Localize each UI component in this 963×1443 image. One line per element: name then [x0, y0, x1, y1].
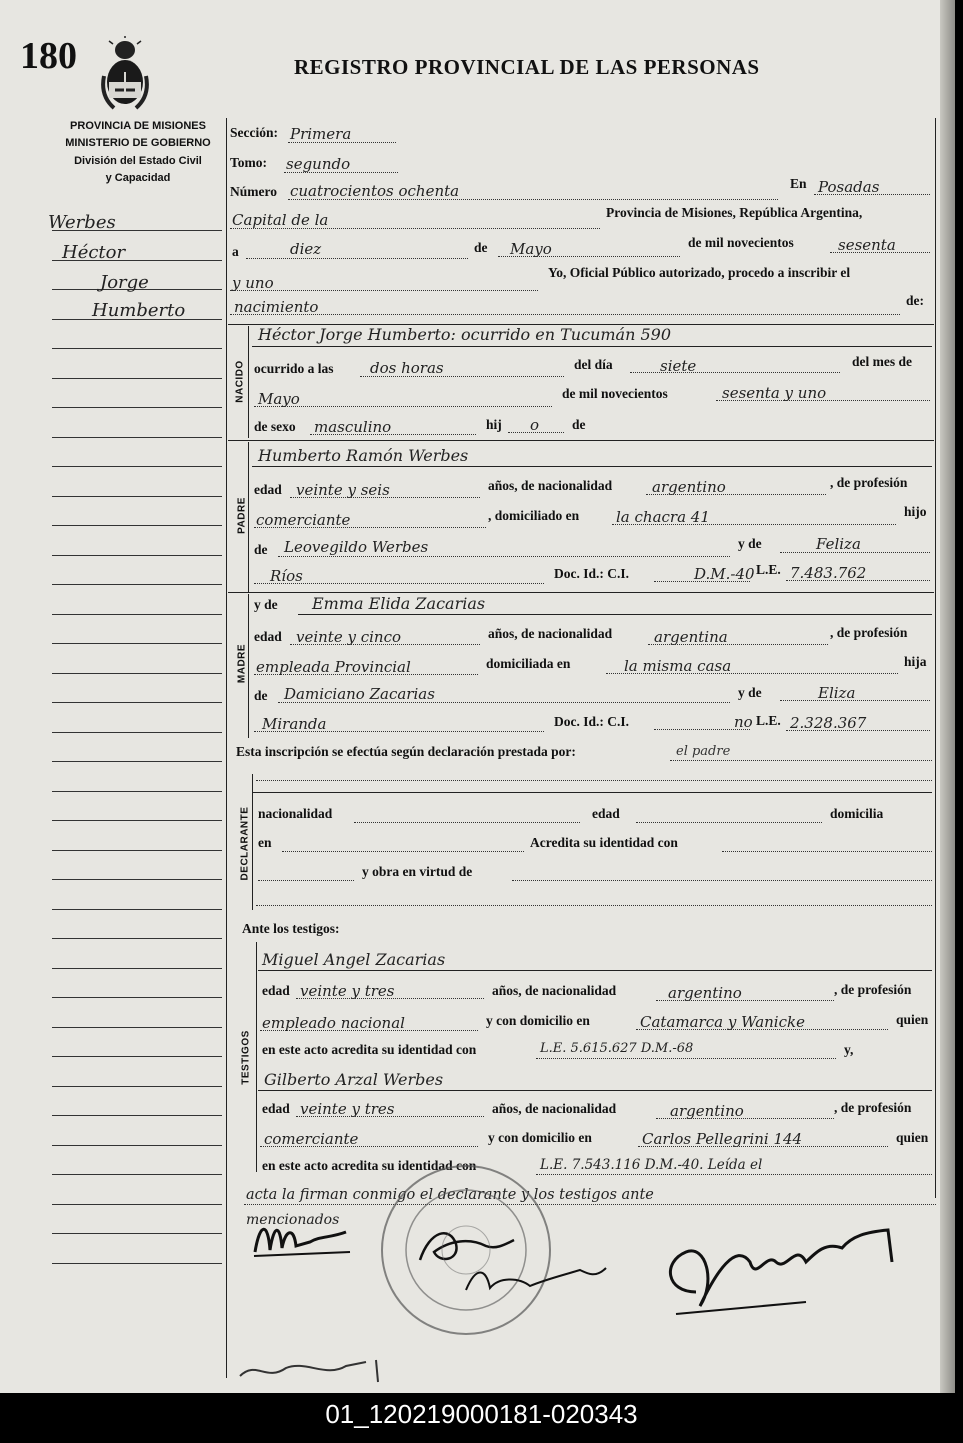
margin-rule: [52, 1145, 222, 1146]
madre-edad-label: edad: [254, 629, 282, 644]
page-edge: [940, 0, 955, 1393]
madre-mother-value: Eliza: [818, 684, 856, 702]
testigo-2-edad-label: edad: [262, 1101, 290, 1116]
margin-rule: [52, 820, 222, 821]
madre-dom-label: domiciliada en: [486, 656, 571, 671]
padre-nac-value: argentino: [652, 478, 726, 496]
page-title: REGISTRO PROVINCIAL DE LAS PERSONAS: [294, 55, 760, 79]
margin-rule: [52, 1086, 222, 1087]
madre-doc-value: no: [734, 713, 753, 731]
margin-rule: [52, 850, 222, 851]
en-value: Posadas: [818, 178, 880, 196]
closing-line-2: mencionados: [246, 1212, 340, 1228]
madre-prof-label: , de profesión: [830, 625, 908, 640]
testigo-2-prof: comerciante: [264, 1130, 359, 1148]
madre-le-label: L.E.: [756, 713, 781, 728]
closing-line-1: acta la firman conmigo el declarante y los testigos ante: [246, 1187, 654, 1203]
testigo-2-edad: veinte y tres: [300, 1100, 395, 1118]
margin-rule: [52, 437, 222, 438]
margin-rule: [52, 997, 222, 998]
margin-note: Humberto: [92, 300, 186, 321]
padre-doc-value: D.M.-40: [694, 565, 755, 583]
testigo-2-nac: argentino: [670, 1102, 744, 1120]
hij-label: hij: [486, 417, 502, 432]
page-number: 180: [20, 35, 77, 77]
testigo-1-dom-label: y con domicilio en: [486, 1013, 590, 1028]
form-right-border: [935, 118, 936, 1198]
declarante-en-label: en: [258, 835, 272, 850]
hij-value: o: [530, 416, 540, 434]
mes-value: Mayo: [510, 240, 552, 258]
del-dia-label: del día: [574, 357, 613, 372]
margin-rule: [52, 348, 222, 349]
padre-nac-label: años, de nacionalidad: [488, 478, 613, 493]
margin-rule: [52, 938, 222, 939]
madre-y-de-label-2: y de: [738, 685, 762, 700]
nacido-section-label: NACIDO: [234, 360, 246, 403]
nacido-anio-value: sesenta y uno: [722, 384, 827, 402]
declaracion-value: el padre: [676, 744, 731, 759]
madre-dom-value: la misma casa: [624, 657, 732, 675]
sexo-value: masculino: [314, 418, 392, 436]
declarante-section-label: DECLARANTE: [239, 806, 251, 881]
margin-rule: [52, 496, 222, 497]
padre-dom-value: la chacra 41: [616, 508, 710, 526]
org-line-3: División del Estado Civil: [74, 155, 202, 167]
madre-doc-label: Doc. Id.: C.I.: [554, 714, 630, 729]
margin-rule: [52, 1174, 222, 1175]
anio-value-2: y uno: [232, 274, 274, 292]
testigo-1-y: y,: [844, 1042, 854, 1057]
testigo-1-quien: quien: [896, 1012, 929, 1027]
testigo-1-edad: veinte y tres: [300, 982, 395, 1000]
testigo-1-dom: Catamarca y Wanicke: [640, 1013, 805, 1031]
ocurrido-label: ocurrido a las: [254, 361, 334, 376]
margin-rule: [52, 1263, 222, 1264]
seccion-value: Primera: [290, 125, 352, 143]
margin-rule: [52, 732, 222, 733]
footer-id: 01_120219000181-020343: [0, 1393, 963, 1443]
testigo-2-quien: quien: [896, 1130, 929, 1145]
margin-rule: [52, 1115, 222, 1116]
madre-y-de-label: y de: [254, 597, 278, 612]
seccion-label: Sección:: [230, 125, 278, 140]
margin-rule: [52, 584, 222, 585]
testigo-2-dom-label: y con domicilio en: [488, 1130, 592, 1145]
form-left-border: [226, 118, 227, 1378]
madre-edad-value: veinte y cinco: [296, 628, 402, 646]
padre-father-value: Leovegildo Werbes: [284, 538, 429, 556]
margin-rule: [52, 1233, 222, 1234]
declaracion-text: Esta inscripción se efectúa según declaración prestada por:: [236, 744, 576, 759]
padre-edad-value: veinte y seis: [296, 481, 390, 499]
a-label: a: [232, 244, 239, 259]
padre-mother-value: Feliza: [816, 535, 861, 553]
padre-dom-label: , domiciliado en: [488, 508, 580, 523]
padre-y-de-label: y de: [738, 536, 762, 551]
declarante-nac-label: nacionalidad: [258, 806, 333, 821]
testigo-2-prof-label: , de profesión: [834, 1100, 912, 1115]
nacido-de-label: de: [572, 417, 586, 432]
margin-rule: [52, 555, 222, 556]
margin-rule: [52, 761, 222, 762]
padre-de-label: de: [254, 542, 268, 557]
testigo-1-prof-label: , de profesión: [834, 982, 912, 997]
declarante-edad-label: edad: [592, 806, 620, 821]
sexo-label: de sexo: [254, 419, 296, 434]
testigo-1-name: Miguel Angel Zacarias: [262, 950, 446, 969]
margin-rule: [52, 525, 222, 526]
testigo-1-acr-label: en este acto acredita su identidad con: [262, 1042, 477, 1057]
padre-le-label: L.E.: [756, 562, 781, 577]
signature-3-icon: [460, 1260, 610, 1300]
acto-value: nacimiento: [234, 298, 319, 316]
testigo-2-dom: Carlos Pellegrini 144: [642, 1130, 803, 1148]
padre-section-label: PADRE: [236, 497, 248, 534]
madre-le-value: 2.328.367: [790, 714, 867, 732]
padre-doc-label: Doc. Id.: C.I.: [554, 566, 630, 581]
margin-note: Werbes: [48, 212, 116, 233]
provincia-text: Provincia de Misiones, República Argentina,: [606, 205, 863, 220]
bottom-scribble-icon: [236, 1356, 396, 1386]
de-colon: de:: [906, 293, 924, 308]
anio-value-1: sesenta: [838, 236, 896, 254]
margin-rule: [52, 791, 222, 792]
padre-edad-label: edad: [254, 482, 282, 497]
dia-value: siete: [660, 357, 697, 375]
margin-rule: [52, 673, 222, 674]
testigo-1-nac: argentino: [668, 984, 742, 1002]
declarante-obra-label: y obra en virtud de: [362, 864, 473, 879]
madre-hija-label: hija: [904, 654, 927, 669]
testigos-intro: Ante los testigos:: [242, 921, 340, 936]
madre-section-label: MADRE: [236, 643, 248, 684]
org-line-1: PROVINCIA DE MISIONES: [70, 120, 206, 132]
madre-mother-value-2: Miranda: [262, 715, 327, 733]
testigo-2-acr: L.E. 7.543.116 D.M.-40. Leída el: [540, 1157, 763, 1173]
org-line-2: MINISTERIO DE GOBIERNO: [65, 137, 211, 149]
numero-value: cuatrocientos ochenta: [290, 182, 460, 200]
signature-1-icon: [250, 1212, 360, 1262]
declarante-dom-label: domicilia: [830, 806, 884, 821]
margin-rule: [52, 968, 222, 969]
declarante-acredita-label: Acredita su identidad con: [530, 835, 678, 850]
margin-note: Jorge: [100, 272, 149, 293]
margin-note: Héctor: [62, 242, 126, 263]
margin-rule: [52, 1027, 222, 1028]
nacido-name: Héctor Jorge Humberto: ocurrido en Tucumán 590: [258, 325, 672, 344]
oficial-text: Yo, Oficial Público autorizado, procedo a inscribir el: [548, 265, 851, 280]
padre-le-value: 7.483.762: [790, 564, 867, 582]
testigo-2-acr-label: en este acto acredita su identidad con: [262, 1158, 477, 1173]
madre-name: Emma Elida Zacarias: [312, 594, 486, 613]
coat-of-arms-icon: [98, 36, 152, 116]
margin-rule: [52, 378, 222, 379]
margin-rule: [52, 909, 222, 910]
margin-rule: [52, 702, 222, 703]
testigo-1-edad-label: edad: [262, 983, 290, 998]
dia-value: diez: [290, 240, 322, 258]
testigo-1-prof: empleado nacional: [262, 1014, 405, 1032]
hora-value: dos horas: [370, 359, 444, 377]
margin-rule: [52, 1204, 222, 1205]
margin-rule: [52, 614, 222, 615]
en-label: En: [790, 176, 807, 191]
testigos-section-label: TESTIGOS: [240, 1030, 252, 1085]
madre-nac-value: argentina: [654, 628, 728, 646]
padre-prof-value: comerciante: [256, 511, 351, 529]
margin-rule: [52, 1056, 222, 1057]
org-line-4: y Capacidad: [105, 172, 171, 184]
madre-prof-value: empleada Provincial: [256, 658, 411, 676]
testigo-1-acr: L.E. 5.615.627 D.M.-68: [540, 1041, 694, 1056]
signature-4-icon: [656, 1222, 906, 1332]
nacido-mil-label: de mil novecientos: [562, 386, 668, 401]
madre-father-value: Damiciano Zacarias: [284, 685, 435, 703]
mil-label: de mil novecientos: [688, 235, 794, 250]
tomo-value: segundo: [286, 155, 351, 173]
de-label: de: [474, 240, 488, 255]
padre-name: Humberto Ramón Werbes: [258, 446, 469, 465]
numero-label: Número: [230, 184, 277, 199]
testigo-2-name: Gilberto Arzal Werbes: [264, 1070, 444, 1089]
official-seal-icon: [376, 1160, 556, 1340]
capital-value: Capital de la: [232, 211, 329, 229]
del-mes-label: del mes de: [852, 354, 912, 369]
margin-rule: [52, 643, 222, 644]
testigo-1-nac-label: años, de nacionalidad: [492, 983, 617, 998]
madre-de-label: de: [254, 688, 268, 703]
margin-rule: [52, 466, 222, 467]
padre-hijo-label: hijo: [904, 504, 927, 519]
margin-rule: [52, 407, 222, 408]
margin-rule: [52, 879, 222, 880]
testigo-2-nac-label: años, de nacionalidad: [492, 1101, 617, 1116]
padre-mother-value-2: Ríos: [270, 567, 303, 585]
padre-prof-label: , de profesión: [830, 475, 908, 490]
nacido-mes-value: Mayo: [258, 390, 300, 408]
madre-nac-label: años, de nacionalidad: [488, 626, 613, 641]
tomo-label: Tomo:: [230, 155, 268, 170]
